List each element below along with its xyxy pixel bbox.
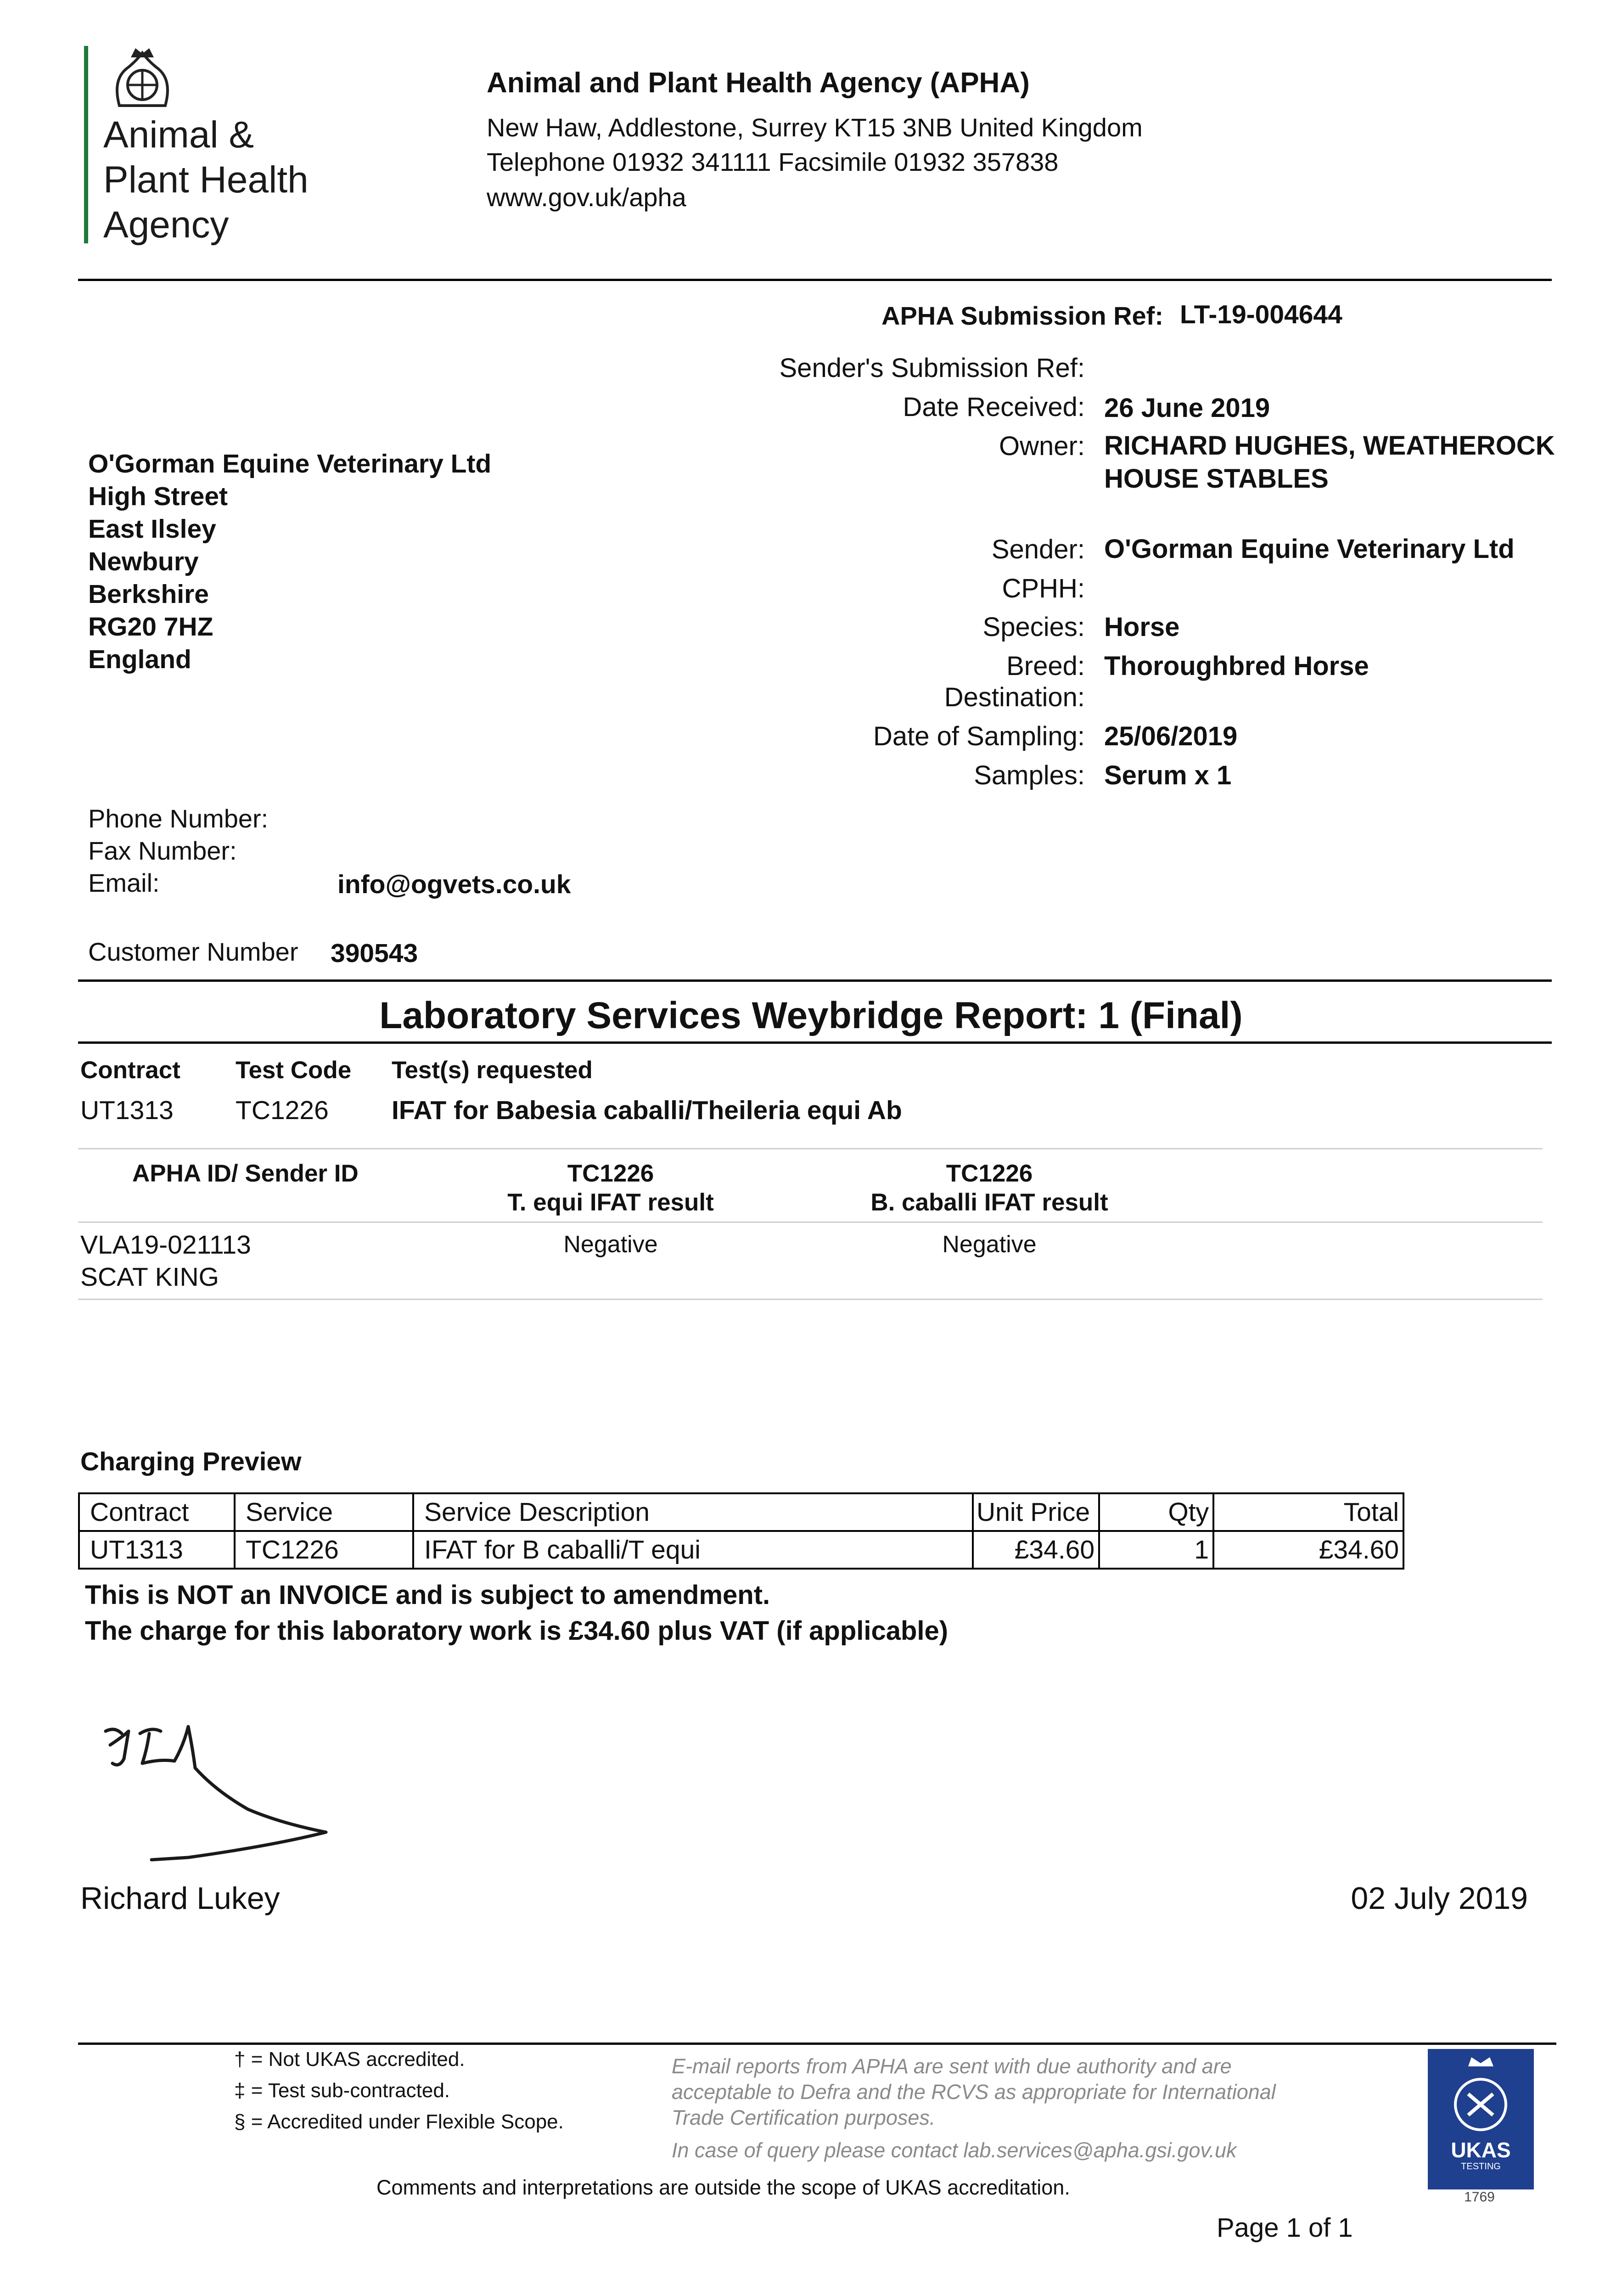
address-line: O'Gorman Equine Veterinary Ltd: [88, 449, 492, 478]
disclaimer-line3: Trade Certification purposes.: [672, 2106, 936, 2129]
key-sub-contracted: ‡ = Test sub-contracted.: [234, 2079, 450, 2102]
result-sender-id: SCAT KING: [80, 1262, 219, 1292]
logo-text-line2: Plant Health: [103, 159, 309, 201]
ukas-crown-icon: [1429, 2050, 1532, 2138]
key-flexible-scope: § = Accredited under Flexible Scope.: [234, 2110, 564, 2133]
recipient-address: [88, 448, 491, 676]
destination-label: Destination:: [944, 682, 1085, 712]
address-line: Berkshire: [88, 580, 209, 609]
charging-service: TC1226: [235, 1531, 413, 1569]
charging-description: IFAT for B caballi/T equi: [413, 1531, 973, 1569]
signatory-date: 02 July 2019: [1351, 1881, 1528, 1916]
page-number: Page 1 of 1: [1217, 2213, 1353, 2243]
customer-number-label: Customer Number: [88, 937, 298, 966]
charging-header-description: Service Description: [413, 1493, 973, 1531]
result-apha-id: VLA19-021113: [80, 1230, 251, 1260]
breed-label: Breed:: [1006, 651, 1085, 681]
date-sampling-label: Date of Sampling:: [873, 721, 1085, 751]
charging-header-unit-price: Unit Price: [973, 1493, 1099, 1531]
logo-green-bar: [84, 46, 88, 243]
phone-label: Phone Number:: [88, 804, 269, 833]
results-divider-bottom: [78, 1299, 1543, 1300]
owner-label: Owner:: [999, 431, 1085, 461]
address-line: High Street: [88, 482, 228, 511]
charging-table: [78, 1492, 1404, 1570]
address-line: England: [88, 645, 191, 674]
tests-requested: IFAT for Babesia caballi/Theileria equi Ab: [392, 1096, 902, 1125]
date-received-label: Date Received:: [903, 392, 1085, 422]
charging-title: Charging Preview: [80, 1447, 302, 1476]
report-divider-top: [78, 979, 1552, 982]
charging-header-service: Service: [235, 1493, 413, 1531]
address-line: RG20 7HZ: [88, 612, 213, 642]
footer-divider: [78, 2043, 1556, 2045]
table-row: [79, 1531, 1403, 1569]
address-line: Newbury: [88, 547, 199, 576]
ukas-badge: [1428, 2049, 1534, 2189]
tests-test-code: TC1226: [236, 1096, 329, 1125]
charging-header-qty: Qty: [1099, 1493, 1213, 1531]
agency-address: New Haw, Addlestone, Surrey KT15 3NB United Kingdom: [487, 113, 1143, 142]
sender-label: Sender:: [991, 535, 1085, 564]
breed-value: Thoroughbred Horse: [1104, 651, 1369, 681]
date-sampling-value: 25/06/2019: [1104, 721, 1238, 751]
charging-qty: 1: [1099, 1531, 1213, 1569]
fax-label: Fax Number:: [88, 836, 237, 865]
header-divider: [78, 279, 1552, 281]
charging-total: £34.60: [1213, 1531, 1403, 1569]
signatory-name: Richard Lukey: [80, 1881, 280, 1916]
results-header-t-equi-code: TC1226: [567, 1160, 654, 1187]
apha-ref-label: APHA Submission Ref:: [881, 301, 1163, 330]
result-b-caballi: Negative: [942, 1231, 1037, 1258]
sender-value: O'Gorman Equine Veterinary Ltd: [1104, 534, 1515, 564]
charging-header-total: Total: [1213, 1493, 1403, 1531]
tests-header-test-code: Test Code: [236, 1057, 352, 1084]
invoice-note: This is NOT an INVOICE and is subject to amendment.: [85, 1580, 770, 1610]
agency-name: Animal and Plant Health Agency (APHA): [487, 67, 1030, 99]
results-header-t-equi: T. equi IFAT result: [507, 1189, 714, 1216]
ukas-comment: Comments and interpretations are outside the scope of UKAS accreditation.: [376, 2176, 1070, 2199]
ukas-label: UKAS: [1451, 2138, 1511, 2162]
tests-header-requested: Test(s) requested: [392, 1057, 593, 1084]
query-contact: In case of query please contact lab.services@apha.gsi.gov.uk: [672, 2138, 1237, 2162]
charge-note: The charge for this laboratory work is £34.60 plus VAT (if applicable): [85, 1616, 949, 1646]
logo-text-line1: Animal &: [103, 114, 254, 156]
results-header-id: APHA ID/ Sender ID: [132, 1160, 359, 1187]
results-header-b-caballi: B. caballi IFAT result: [870, 1189, 1108, 1216]
signature-icon: [96, 1717, 344, 1883]
disclaimer-line2: acceptable to Defra and the RCVS as appropriate for International: [672, 2080, 1276, 2104]
species-label: Species:: [982, 612, 1085, 642]
species-value: Horse: [1104, 612, 1180, 642]
results-divider-mid: [78, 1221, 1543, 1223]
date-received-value: 26 June 2019: [1104, 393, 1270, 423]
disclaimer-line1: E-mail reports from APHA are sent with due authority and are: [672, 2054, 1232, 2078]
tests-contract: UT1313: [80, 1096, 174, 1125]
report-divider-bottom: [78, 1041, 1552, 1044]
cphh-label: CPHH:: [1002, 574, 1085, 603]
owner-value: RICHARD HUGHES, WEATHEROCK HOUSE STABLES: [1104, 431, 1555, 494]
charging-header-contract: Contract: [79, 1493, 235, 1531]
charging-header-row: [79, 1493, 1403, 1531]
results-divider-top: [78, 1148, 1543, 1149]
charging-contract: UT1313: [79, 1531, 235, 1569]
key-not-accredited: † = Not UKAS accredited.: [234, 2048, 465, 2071]
email-value[interactable]: info@ogvets.co.uk: [337, 870, 571, 899]
results-header-b-caballi-code: TC1226: [946, 1160, 1033, 1187]
ukas-number: 1769: [1464, 2189, 1495, 2205]
royal-crest-icon: [103, 44, 181, 113]
logo-text-line3: Agency: [103, 204, 229, 246]
address-line: East Ilsley: [88, 514, 216, 544]
report-title: Laboratory Services Weybridge Report: 1 (Final): [379, 995, 1243, 1036]
senders-ref-label: Sender's Submission Ref:: [779, 353, 1085, 383]
samples-value: Serum x 1: [1104, 760, 1232, 790]
ukas-sub: TESTING: [1461, 2161, 1501, 2172]
result-t-equi: Negative: [563, 1231, 658, 1258]
agency-phone-fax: Telephone 01932 341111 Facsimile 01932 357838: [487, 147, 1059, 176]
tests-header-contract: Contract: [80, 1057, 180, 1084]
charging-unit-price: £34.60: [973, 1531, 1099, 1569]
apha-ref-value: LT-19-004644: [1180, 300, 1342, 329]
customer-number-value: 390543: [331, 939, 418, 968]
agency-website[interactable]: www.gov.uk/apha: [487, 183, 686, 212]
samples-label: Samples:: [974, 760, 1085, 790]
email-label: Email:: [88, 868, 160, 897]
